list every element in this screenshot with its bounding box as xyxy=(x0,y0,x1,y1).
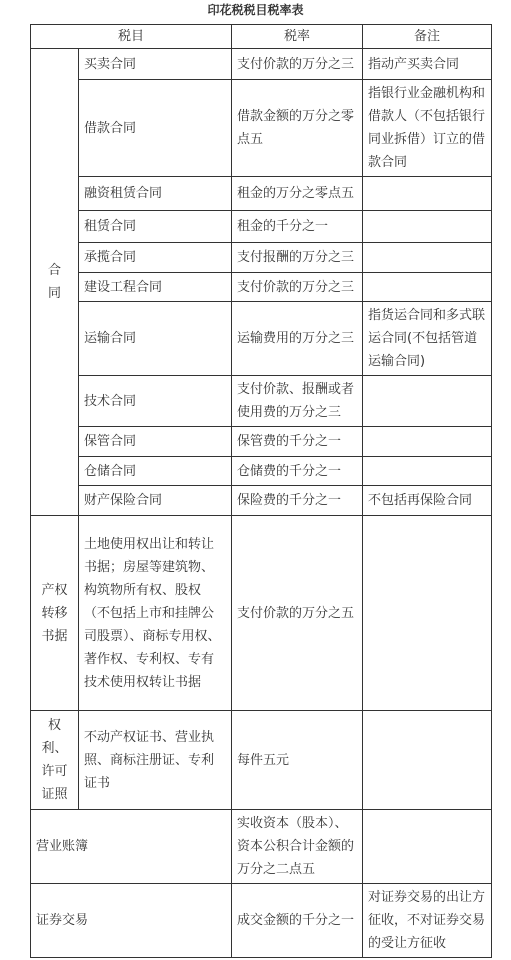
note-cell: 指货运合同和多式联运合同(不包括管道运输合同) xyxy=(363,302,492,376)
note-cell xyxy=(363,711,492,810)
rate-cell: 运输费用的万分之三 xyxy=(232,302,363,376)
rate-cell: 支付价款的万分之三 xyxy=(232,49,363,80)
note-cell: 指动产买卖合同 xyxy=(363,49,492,80)
item-cell: 租赁合同 xyxy=(79,211,232,243)
table-row xyxy=(31,80,492,177)
license-group-text: 权 利、 许可 证照 xyxy=(41,718,68,802)
rate-cell: 保管费的千分之一 xyxy=(232,427,363,457)
table-row xyxy=(31,49,492,80)
table-title: 印花税税目税率表 xyxy=(207,3,304,17)
table-row xyxy=(31,302,492,376)
note-cell xyxy=(363,427,492,457)
table-row xyxy=(31,243,492,273)
note-cell xyxy=(363,457,492,486)
item-cell: 运输合同 xyxy=(79,302,232,376)
rate-cell: 租金的千分之一 xyxy=(232,211,363,243)
note-cell xyxy=(363,177,492,211)
rate-cell: 借款金额的万分之零点五 xyxy=(232,80,363,177)
table-row xyxy=(31,486,492,516)
rate-cell: 支付报酬的万分之三 xyxy=(232,243,363,273)
note-cell: 指银行业金融机构和借款人（不包括银行同业拆借）订立的借款合同 xyxy=(363,80,492,177)
rate-cell: 租金的万分之零点五 xyxy=(232,177,363,211)
table-row xyxy=(31,711,492,810)
rate-cell: 支付价款的万分之五 xyxy=(232,516,363,711)
table-row xyxy=(31,457,492,486)
table-row xyxy=(31,427,492,457)
note-cell xyxy=(363,516,492,711)
contract-group-label xyxy=(31,49,79,516)
rate-cell: 实收资本（股本）、资本公积合计金额的万分之二点五 xyxy=(232,810,363,884)
rate-cell: 支付价款、报酬或者使用费的万分之三 xyxy=(232,376,363,427)
table-row xyxy=(31,376,492,427)
item-cell: 技术合同 xyxy=(79,376,232,427)
note-cell xyxy=(363,273,492,302)
table-row xyxy=(31,516,492,711)
rate-cell: 保险费的千分之一 xyxy=(232,486,363,516)
item-cell: 承揽合同 xyxy=(79,243,232,273)
item-cell: 买卖合同 xyxy=(79,49,232,80)
rate-cell: 仓储费的千分之一 xyxy=(232,457,363,486)
rate-cell: 每件五元 xyxy=(232,711,363,810)
note-cell xyxy=(363,810,492,884)
header-rate: 税率 xyxy=(232,25,363,49)
rate-cell: 支付价款的万分之三 xyxy=(232,273,363,302)
note-cell xyxy=(363,211,492,243)
note-cell xyxy=(363,376,492,427)
item-cell: 仓储合同 xyxy=(79,457,232,486)
license-group-label xyxy=(31,711,79,810)
item-cell: 营业账簿 xyxy=(31,810,232,884)
table-row xyxy=(31,884,492,958)
table-row xyxy=(31,273,492,302)
transfer-group-label xyxy=(31,516,79,711)
item-cell: 财产保险合同 xyxy=(79,486,232,516)
tax-rate-table xyxy=(30,24,492,958)
table-header-row xyxy=(31,25,492,49)
item-cell: 建设工程合同 xyxy=(79,273,232,302)
table-row xyxy=(31,177,492,211)
item-cell: 保管合同 xyxy=(79,427,232,457)
header-item: 税目 xyxy=(31,25,232,49)
contract-group-text: 合 同 xyxy=(47,263,61,301)
item-cell: 证券交易 xyxy=(31,884,232,958)
item-cell: 融资租赁合同 xyxy=(79,177,232,211)
item-cell: 不动产权证书、营业执照、商标注册证、专利证书 xyxy=(79,711,232,810)
table-row xyxy=(31,810,492,884)
header-note: 备注 xyxy=(363,25,492,49)
transfer-group-text: 产权 转移 书据 xyxy=(41,582,68,644)
note-cell: 对证券交易的出让方征收，不对证券交易的受让方征收 xyxy=(363,884,492,958)
note-cell: 不包括再保险合同 xyxy=(363,486,492,516)
item-cell: 土地使用权出让和转让书据；房屋等建筑物、构筑物所有权、股权（不包括上市和挂牌公司股票）、商标专用权、著作权、专利权、专有技术使用权转让书据 xyxy=(79,516,232,711)
item-cell: 借款合同 xyxy=(79,80,232,177)
note-cell xyxy=(363,243,492,273)
rate-cell: 成交金额的千分之一 xyxy=(232,884,363,958)
table-row xyxy=(31,211,492,243)
